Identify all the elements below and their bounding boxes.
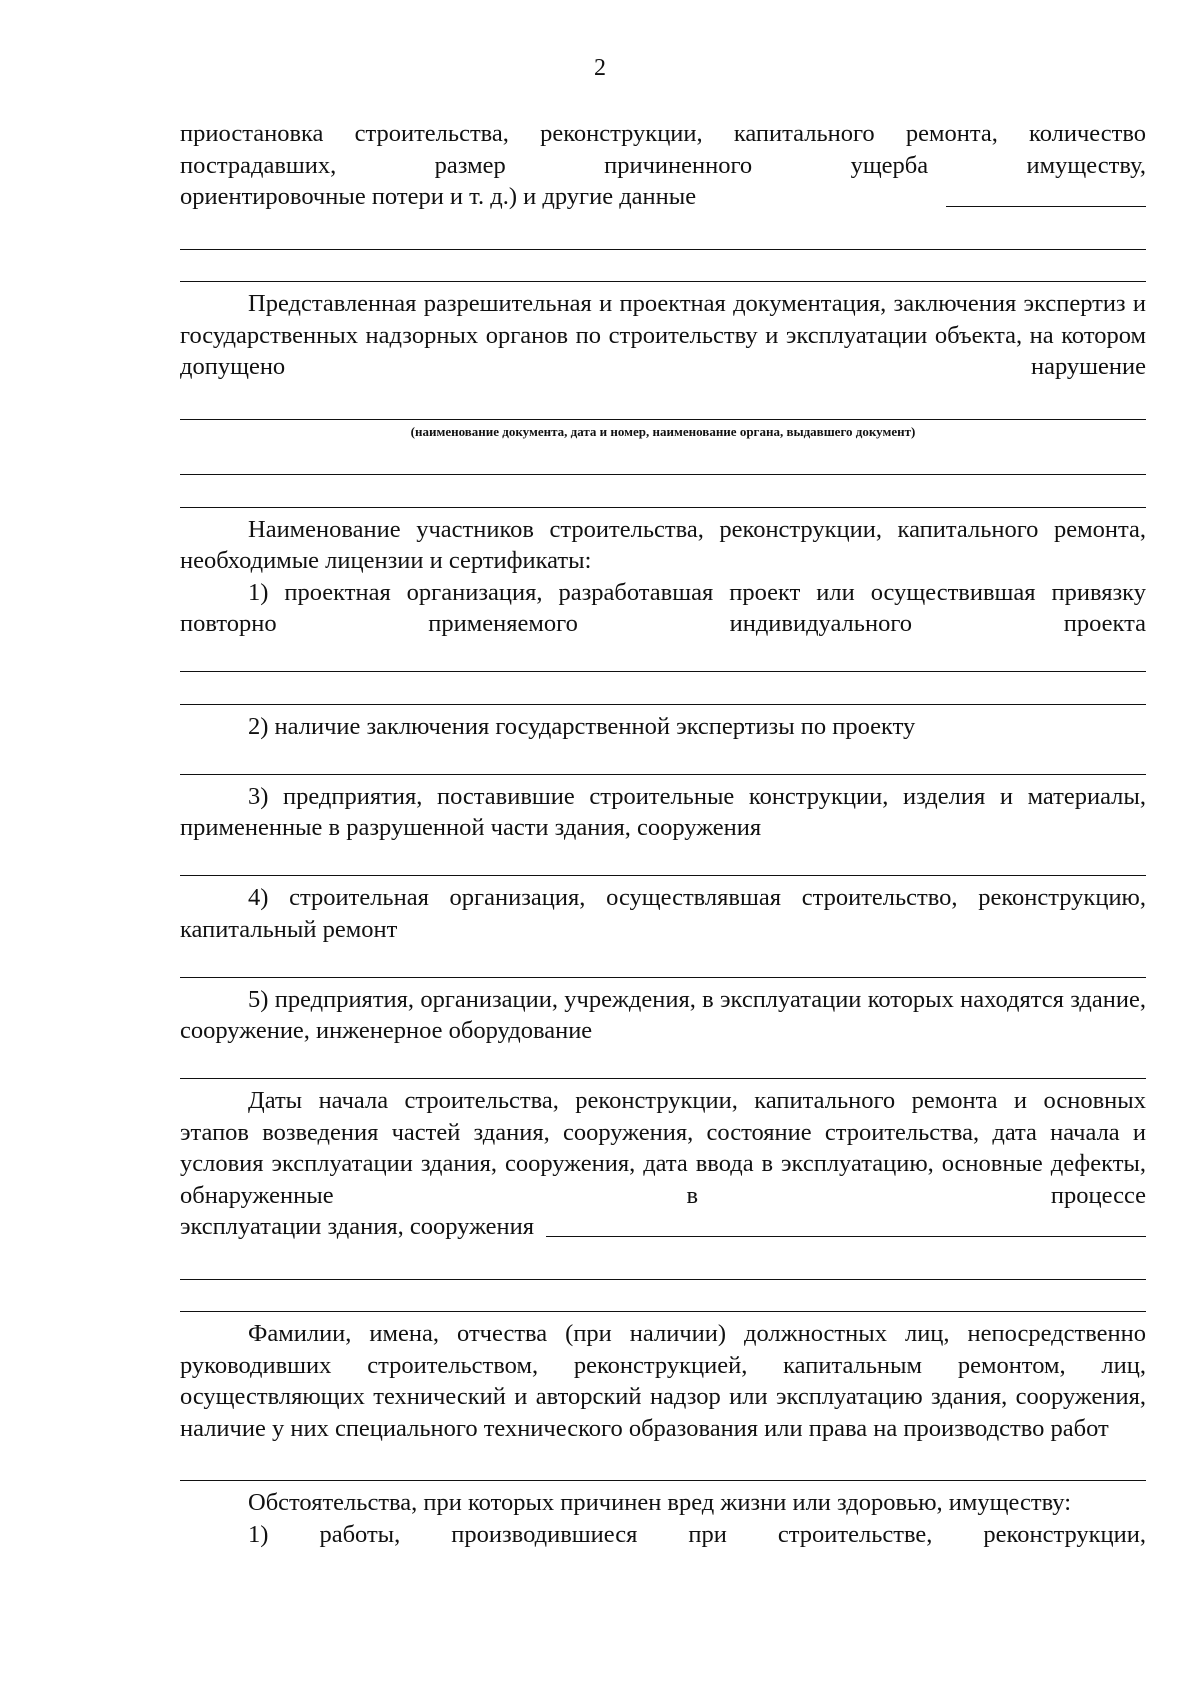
- fill-in-line[interactable]: [180, 250, 1146, 283]
- paragraph-documentation: Представленная разрешительная и проектная документация, заключения экспертиз и государственных надзорных органов по строительству и эксплуатации объекта, на котором допущено нарушение: [180, 290, 1146, 380]
- fill-in-line[interactable]: [180, 443, 1146, 476]
- fill-in-line[interactable]: [946, 205, 1146, 207]
- paragraph-incident-details-tail: [180, 181, 1146, 213]
- list-item-works: 1) работы, производившиеся при строительстве, реконструкции,: [248, 1520, 1146, 1548]
- field-caption: (наименование документа, дата и номер, наименование органа, выдавшего документ): [410, 423, 916, 439]
- paragraph-participants: Наименование участников строительства, реконструкции, капитального ремонта, необходимые лицензии и сертификаты:: [180, 515, 1146, 574]
- document-body: [180, 118, 1146, 1550]
- paragraph-text: эксплуатации здания, сооружения: [180, 1213, 535, 1240]
- fill-in-line[interactable]: [180, 672, 1146, 705]
- fill-in-line[interactable]: [180, 945, 1146, 978]
- list-item-design-organization: 1) проектная организация, разработавшая проект или осуществившая привязку повторно применяемого индивидуального проекта: [180, 578, 1146, 637]
- fill-in-line[interactable]: [180, 383, 1146, 420]
- paragraph-construction-dates: Даты начала строительства, реконструкции, капитального ремонта и основных этапов возведения частей здания, сооружения, состояние строительства, дата начала и условия эксплуатации здания, сооружения, дата ввода в эксплуатацию, основные дефекты, обнаруженные в процессе: [180, 1087, 1146, 1209]
- fill-in-line[interactable]: [180, 1047, 1146, 1080]
- list-item-operating-organizations: 5) предприятия, организации, учреждения, в эксплуатации которых находятся здание, сооружение, инженерное оборудование: [180, 985, 1146, 1044]
- paragraph-text: ориентировочные потери и т. д.) и другие данные: [180, 183, 697, 210]
- fill-in-line[interactable]: [180, 1243, 1146, 1280]
- fill-in-line[interactable]: [546, 1235, 1146, 1237]
- fill-in-line[interactable]: [180, 742, 1146, 775]
- list-item-state-expertise: 2) наличие заключения государственной экспертизы по проекту: [248, 712, 916, 740]
- fill-in-line[interactable]: [180, 640, 1146, 673]
- fill-in-line[interactable]: [180, 1280, 1146, 1313]
- paragraph-construction-dates-tail: [180, 1211, 1146, 1243]
- fill-in-line[interactable]: [180, 475, 1146, 508]
- fill-in-line[interactable]: [180, 844, 1146, 877]
- list-item-construction-organization: 4) строительная организация, осуществлявшая строительство, реконструкцию, капитальный ремонт: [180, 884, 1146, 943]
- paragraph-responsible-persons: Фамилии, имена, отчества (при наличии) должностных лиц, непосредственно руководивших строительством, реконструкцией, капитальным ремонтом, лиц, осуществляющих технический и авторский надзор или эксплуатацию здания, сооружения, наличие у них специального технического образования или права на производство работ: [180, 1320, 1146, 1442]
- page-number: 2: [594, 55, 606, 81]
- paragraph-incident-details: приостановка строительства, реконструкции, капитального ремонта, количество пострадавших, размер причиненного ущерба имуществу,: [180, 120, 1146, 179]
- list-item-suppliers: 3) предприятия, поставившие строительные конструкции, изделия и материалы, примененные в разрушенной части здания, сооружения: [180, 782, 1146, 841]
- fill-in-line[interactable]: [180, 213, 1146, 250]
- paragraph-circumstances: Обстоятельства, при которых причинен вред жизни или здоровью, имуществу:: [248, 1489, 1072, 1516]
- fill-in-line[interactable]: [180, 1444, 1146, 1481]
